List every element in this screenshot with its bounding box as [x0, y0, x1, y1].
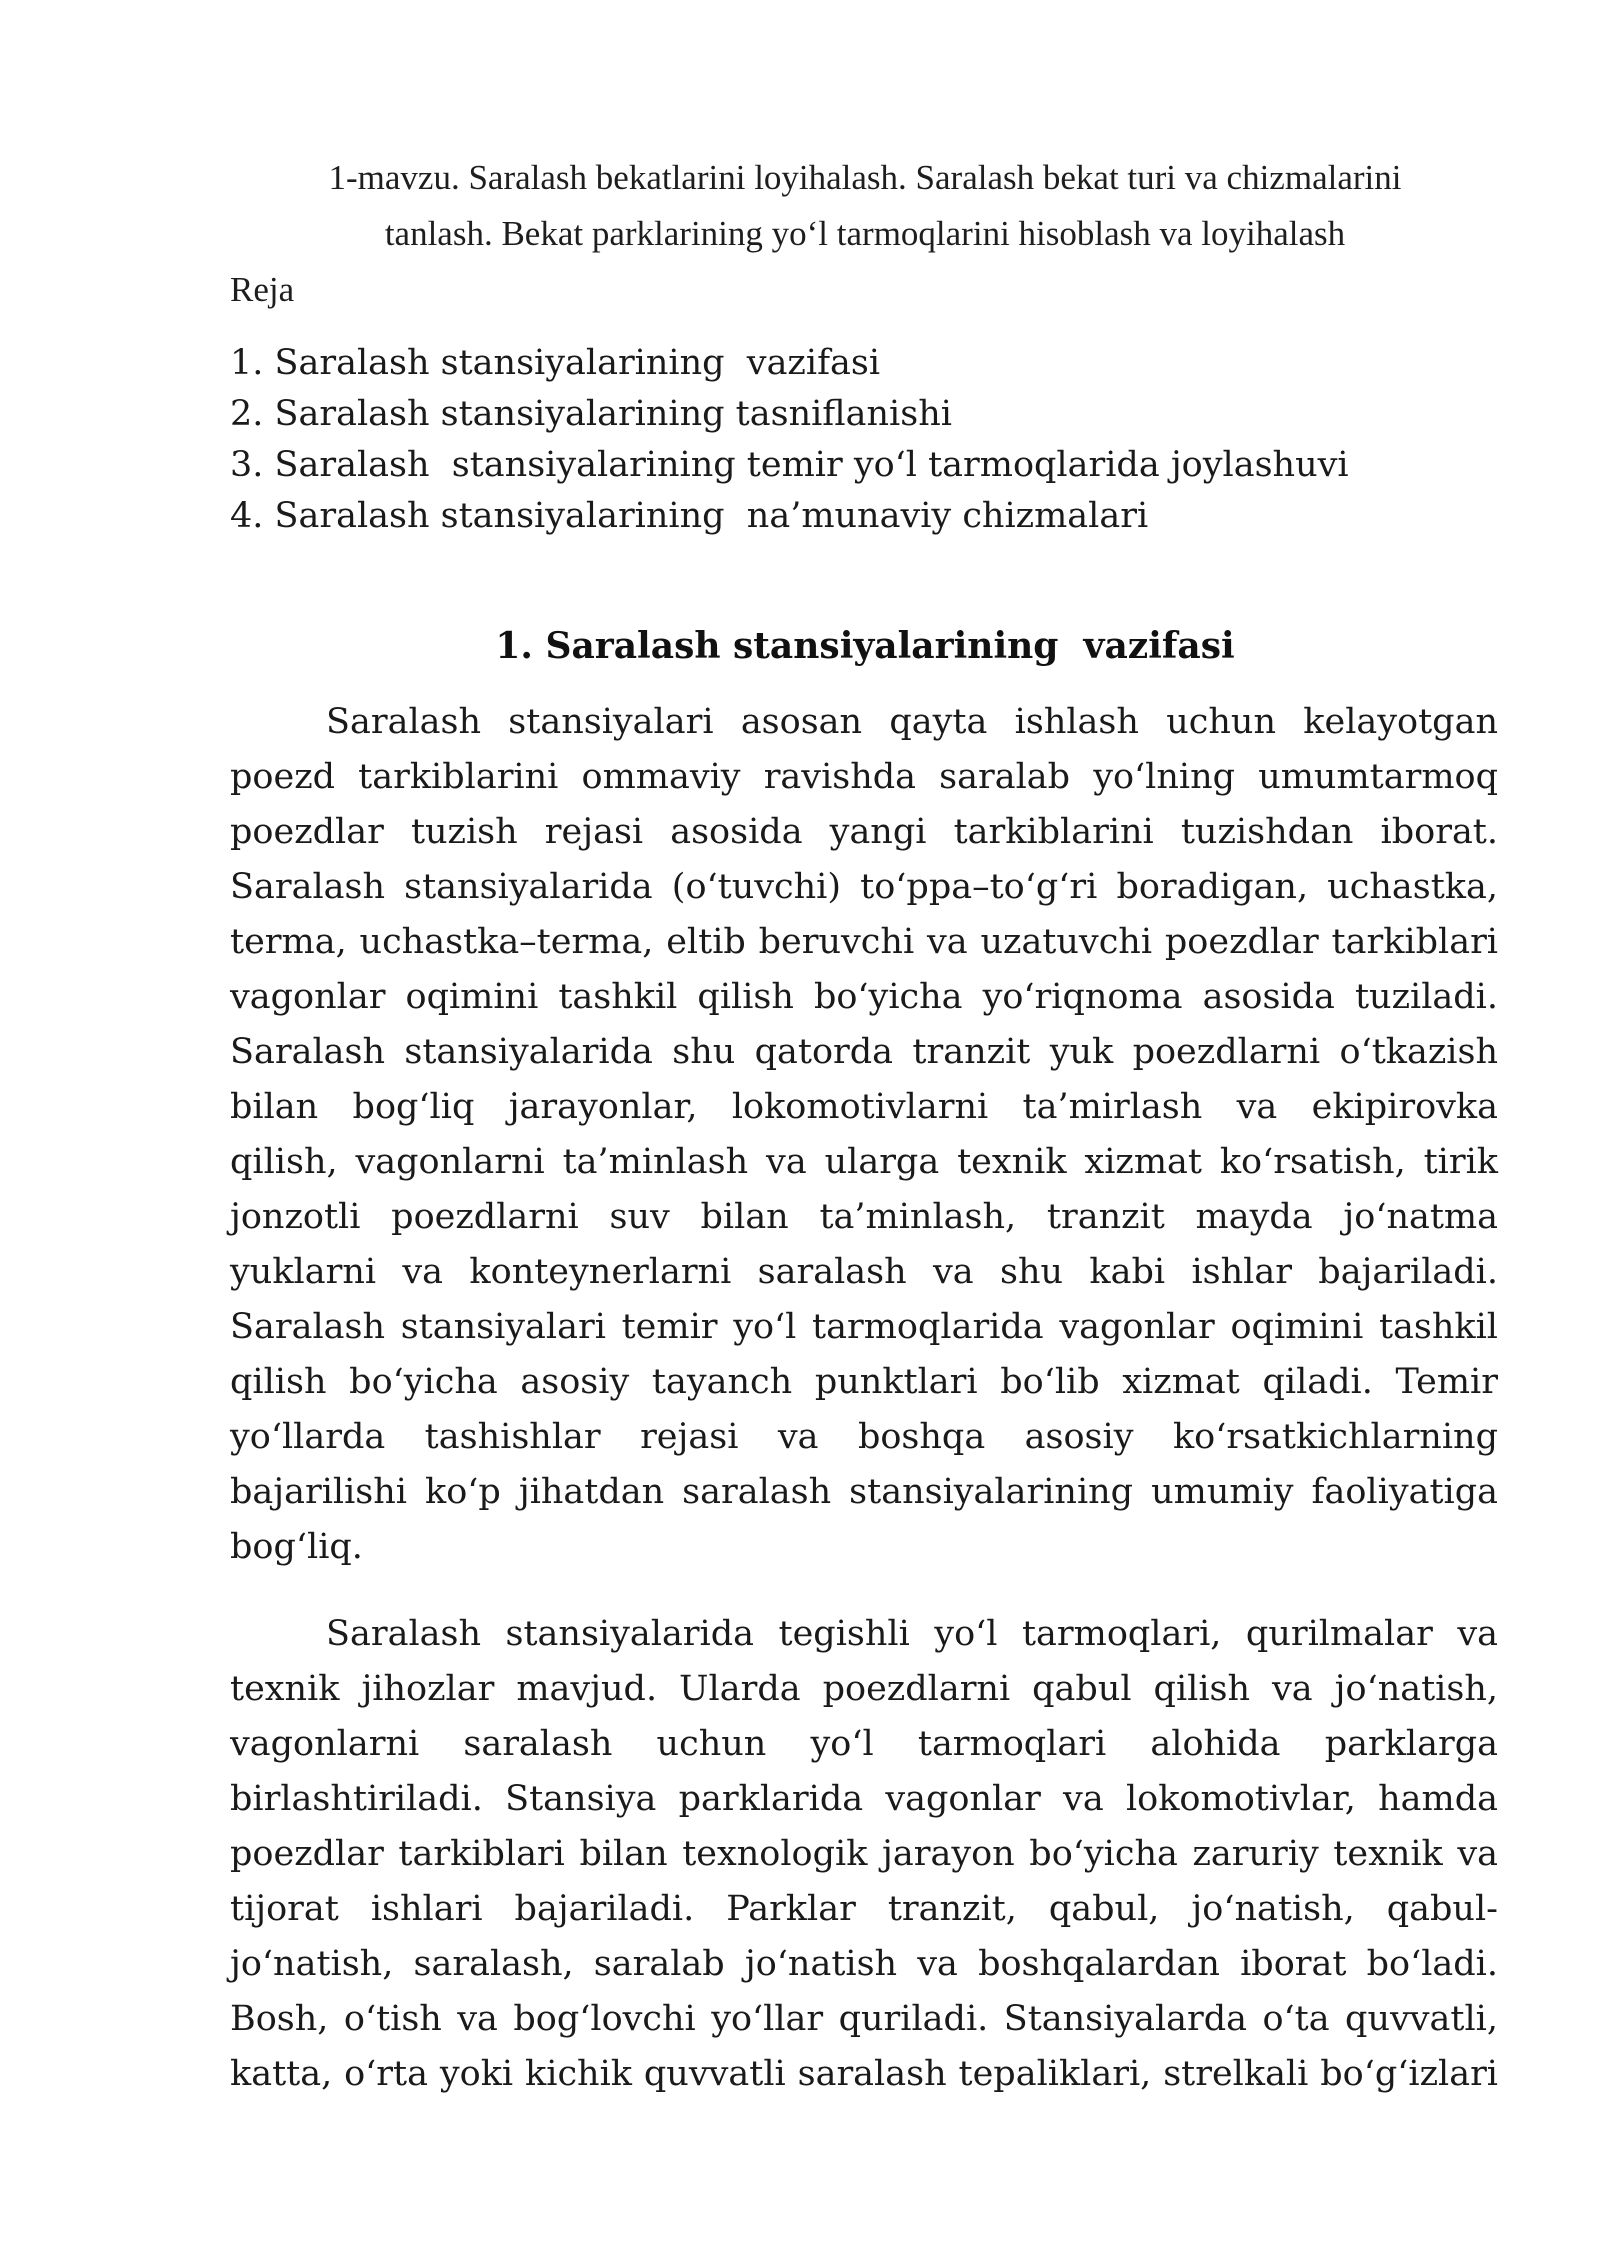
paragraph-line: vagonlarni saralash uchun yo‘l tarmoqlari alohida parklarga	[230, 1724, 1498, 1764]
paragraph-line: birlashtiriladi. Stansiya parklarida vagonlar va lokomotivlar, hamda	[230, 1779, 1498, 1819]
paragraph-line: katta, o‘rta yoki kichik quvvatli saralash tepaliklari, strelkali bo‘g‘izlari	[230, 2054, 1498, 2094]
paragraph-line: bajarilishi ko‘p jihatdan saralash stansiyalarining umumiy faoliyatiga	[230, 1472, 1498, 1512]
paragraph-line: Saralash stansiyalari temir yo‘l tarmoqlarida vagonlar oqimini tashkil	[230, 1307, 1498, 1347]
paragraph-line: yuklarni va konteynerlarni saralash va shu kabi ishlar bajariladi.	[230, 1252, 1498, 1292]
topic-title-line-2: tanlash. Bekat parklarining yo‘l tarmoqlarini hisoblash va loyihalash	[384, 214, 1346, 253]
topic-title	[230, 150, 1500, 262]
paragraph-line: jo‘natish, saralash, saralab jo‘natish va boshqalardan iborat bo‘ladi.	[230, 1944, 1498, 1984]
paragraph-line: bilan bog‘liq jarayonlar, lokomotivlarni ta’mirlash va ekipirovka	[230, 1087, 1498, 1127]
plan-item: 4. Saralash stansiyalarining na’munaviy chizmalari	[230, 496, 1149, 536]
paragraph-line: texnik jihozlar mavjud. Ularda poezdlarni qabul qilish va jo‘natish,	[230, 1669, 1498, 1709]
paragraph-line: Saralash stansiyalarida shu qatorda tranzit yuk poezdlarni o‘tkazish	[230, 1032, 1498, 1072]
paragraph-2	[230, 1607, 1498, 2102]
section-heading: 1. Saralash stansiyalarining vazifasi	[495, 625, 1235, 667]
topic-title-line-1: 1-mavzu. Saralash bekatlarini loyihalash. Saralash bekat turi va chizmalarini	[328, 158, 1402, 197]
paragraph-line: Saralash stansiyalarida tegishli yo‘l tarmoqlari, qurilmalar va	[326, 1614, 1498, 1654]
paragraph-line: tijorat ishlari bajariladi. Parklar tranzit, qabul, jo‘natish, qabul-	[230, 1889, 1498, 1929]
paragraph-line: poezdlar tarkiblari bilan texnologik jarayon bo‘yicha zaruriy texnik va	[230, 1834, 1498, 1874]
paragraph-1	[230, 695, 1498, 1575]
paragraph-line: yo‘llarda tashishlar rejasi va boshqa asosiy ko‘rsatkichlarning	[230, 1417, 1498, 1457]
paragraph-line: qilish, vagonlarni ta’minlash va ularga texnik xizmat ko‘rsatish, tirik	[230, 1142, 1498, 1182]
paragraph-line: terma, uchastka–terma, eltib beruvchi va uzatuvchi poezdlar tarkiblari	[230, 922, 1498, 962]
plan-item: 1. Saralash stansiyalarining vazifasi	[230, 343, 881, 383]
paragraph-line: Bosh, o‘tish va bog‘lovchi yo‘llar quriladi. Stansiyalarda o‘ta quvvatli,	[230, 1999, 1498, 2039]
paragraph-line: poezd tarkiblarini ommaviy ravishda saralab yo‘lning umumtarmoq	[230, 757, 1498, 797]
plan-item: 3. Saralash stansiyalarining temir yo‘l tarmoqlarida joylashuvi	[230, 445, 1349, 485]
plan-list	[230, 338, 1349, 542]
plan-label: Reja	[230, 270, 295, 309]
paragraph-line: jonzotli poezdlarni suv bilan ta’minlash, tranzit mayda jo‘natma	[230, 1197, 1498, 1237]
paragraph-line: poezdlar tuzish rejasi asosida yangi tarkiblarini tuzishdan iborat.	[230, 812, 1498, 852]
plan-item: 2. Saralash stansiyalarining tasniflanishi	[230, 394, 952, 434]
paragraph-line: Saralash stansiyalari asosan qayta ishlash uchun kelayotgan	[326, 702, 1498, 742]
paragraph-line: Saralash stansiyalarida (o‘tuvchi) to‘ppa–to‘g‘ri boradigan, uchastka,	[230, 867, 1498, 907]
paragraph-line: vagonlar oqimini tashkil qilish bo‘yicha yo‘riqnoma asosida tuziladi.	[230, 977, 1498, 1017]
paragraph-line: qilish bo‘yicha asosiy tayanch punktlari bo‘lib xizmat qiladi. Temir	[230, 1362, 1498, 1402]
paragraph-line: bog‘liq.	[230, 1527, 363, 1567]
